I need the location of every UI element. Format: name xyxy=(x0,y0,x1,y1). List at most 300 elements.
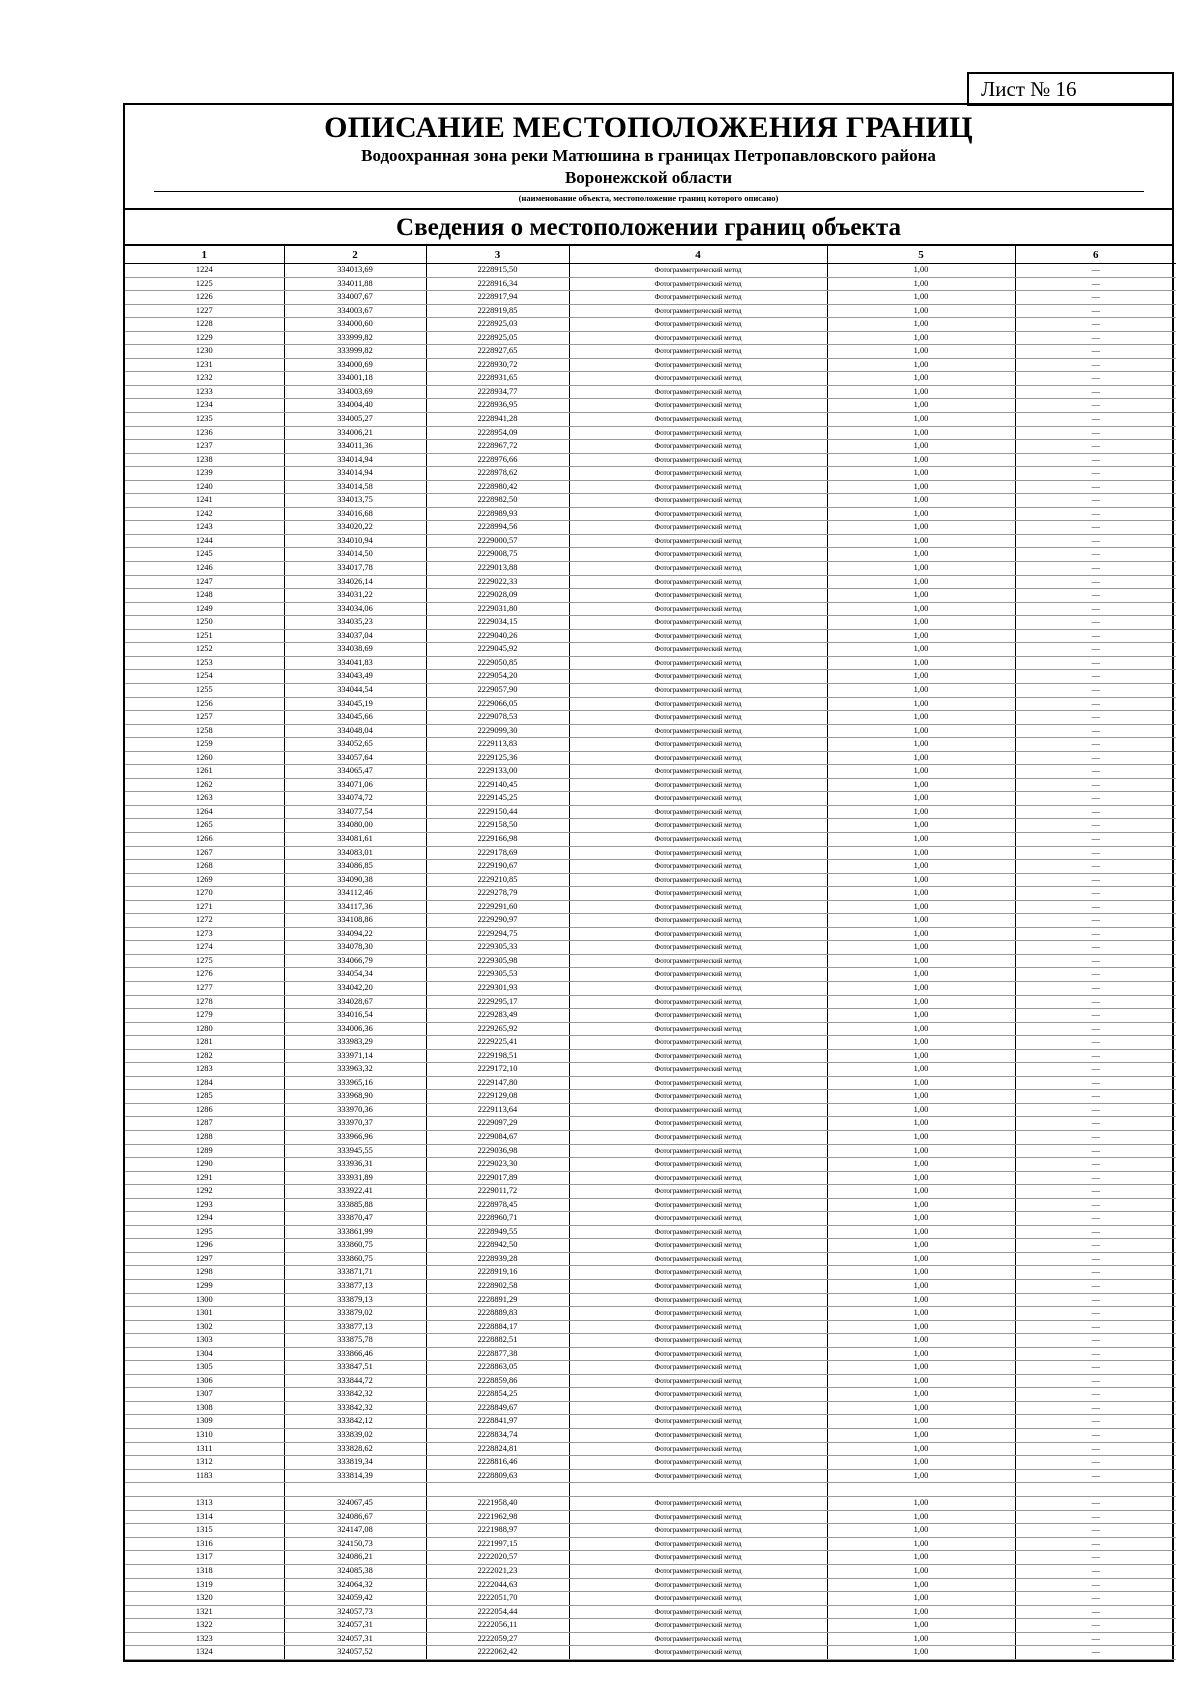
coordinate-y-cell: 2228841,97 xyxy=(426,1415,569,1429)
point-number-cell: 1308 xyxy=(125,1401,284,1415)
form-header xyxy=(125,105,1172,210)
description-cell: — xyxy=(1015,562,1176,576)
method-cell: Фотограмметрический метод xyxy=(569,413,827,427)
coordinate-x-cell: 333970,37 xyxy=(284,1117,426,1131)
table-row xyxy=(125,521,1176,535)
point-number-cell: 1312 xyxy=(125,1456,284,1470)
description-cell: — xyxy=(1015,1103,1176,1117)
coordinate-x-cell: 334117,36 xyxy=(284,900,426,914)
point-number-cell: 1249 xyxy=(125,602,284,616)
method-cell: Фотограмметрический метод xyxy=(569,1158,827,1172)
precision-cell: 1,00 xyxy=(827,860,1015,874)
description-cell: — xyxy=(1015,1225,1176,1239)
table-row xyxy=(125,331,1176,345)
point-number-cell: 1324 xyxy=(125,1646,284,1660)
coordinate-y-cell: 2229011,72 xyxy=(426,1185,569,1199)
point-number-cell: 1313 xyxy=(125,1497,284,1511)
description-cell: — xyxy=(1015,1280,1176,1294)
coordinate-x-cell: 333875,78 xyxy=(284,1334,426,1348)
description-cell: — xyxy=(1015,1320,1176,1334)
point-number-cell: 1258 xyxy=(125,724,284,738)
table-row xyxy=(125,1252,1176,1266)
method-cell: Фотограмметрический метод xyxy=(569,589,827,603)
method-cell: Фотограмметрический метод xyxy=(569,616,827,630)
point-number-cell: 1255 xyxy=(125,683,284,697)
precision-cell: 1,00 xyxy=(827,1185,1015,1199)
table-row xyxy=(125,589,1176,603)
precision-cell: 1,00 xyxy=(827,846,1015,860)
coordinate-y-cell: 2229028,09 xyxy=(426,589,569,603)
table-row xyxy=(125,1619,1176,1633)
precision-cell: 1,00 xyxy=(827,711,1015,725)
description-cell: — xyxy=(1015,954,1176,968)
table-row xyxy=(125,304,1176,318)
coordinate-x-cell: 333983,29 xyxy=(284,1036,426,1050)
description-cell: — xyxy=(1015,1415,1176,1429)
coordinate-x-cell: 334038,69 xyxy=(284,643,426,657)
coordinate-x-cell: 334001,18 xyxy=(284,372,426,386)
table-row xyxy=(125,1374,1176,1388)
precision-cell: 1,00 xyxy=(827,941,1015,955)
precision-cell: 1,00 xyxy=(827,494,1015,508)
description-cell: — xyxy=(1015,616,1176,630)
method-cell: Фотограмметрический метод xyxy=(569,1646,827,1660)
point-number-cell: 1232 xyxy=(125,372,284,386)
coordinate-x-cell: 334078,30 xyxy=(284,941,426,955)
description-cell: — xyxy=(1015,629,1176,643)
coordinate-x-cell: 333999,82 xyxy=(284,331,426,345)
description-cell: — xyxy=(1015,358,1176,372)
precision-cell: 1,00 xyxy=(827,1429,1015,1443)
point-number-cell: 1224 xyxy=(125,264,284,278)
coordinate-x-cell: 333839,02 xyxy=(284,1429,426,1443)
point-number-cell: 1272 xyxy=(125,914,284,928)
coordinate-y-cell: 2229031,80 xyxy=(426,602,569,616)
coordinate-y-cell: 2228816,46 xyxy=(426,1456,569,1470)
table-header-row xyxy=(125,246,1176,264)
coordinate-y-cell: 2228939,28 xyxy=(426,1252,569,1266)
coordinate-y-cell: 2228919,16 xyxy=(426,1266,569,1280)
coordinate-y-cell: 2228931,65 xyxy=(426,372,569,386)
method-cell: Фотограмметрический метод xyxy=(569,467,827,481)
table-row xyxy=(125,1266,1176,1280)
coordinate-x-cell: 333828,62 xyxy=(284,1442,426,1456)
coordinate-x-cell: 334011,36 xyxy=(284,440,426,454)
table-row xyxy=(125,805,1176,819)
coordinate-y-cell: 2228941,28 xyxy=(426,413,569,427)
coordinate-y-cell: 2229008,75 xyxy=(426,548,569,562)
coordinate-y-cell: 2229099,30 xyxy=(426,724,569,738)
point-number-cell: 1295 xyxy=(125,1225,284,1239)
method-cell: Фотограмметрический метод xyxy=(569,1564,827,1578)
point-number-cell: 1311 xyxy=(125,1442,284,1456)
coordinate-x-cell: 333866,46 xyxy=(284,1347,426,1361)
table-row xyxy=(125,1158,1176,1172)
table-row xyxy=(125,900,1176,914)
precision-cell: 1,00 xyxy=(827,345,1015,359)
table-row xyxy=(125,413,1176,427)
coordinate-y-cell: 2229140,45 xyxy=(426,778,569,792)
description-cell: — xyxy=(1015,589,1176,603)
precision-cell: 1,00 xyxy=(827,562,1015,576)
coordinate-x-cell: 334007,67 xyxy=(284,291,426,305)
table-row xyxy=(125,656,1176,670)
method-cell: Фотограмметрический метод xyxy=(569,832,827,846)
table-row xyxy=(125,1049,1176,1063)
table-row xyxy=(125,629,1176,643)
point-number-cell: 1227 xyxy=(125,304,284,318)
description-cell: — xyxy=(1015,1090,1176,1104)
description-cell: — xyxy=(1015,1239,1176,1253)
coordinate-x-cell: 333871,71 xyxy=(284,1266,426,1280)
table-row xyxy=(125,1469,1176,1483)
description-cell: — xyxy=(1015,277,1176,291)
coordinate-x-cell: 334045,19 xyxy=(284,697,426,711)
description-cell: — xyxy=(1015,981,1176,995)
method-cell: Фотограмметрический метод xyxy=(569,629,827,643)
method-cell: Фотограмметрический метод xyxy=(569,1266,827,1280)
method-cell: Фотограмметрический метод xyxy=(569,846,827,860)
method-cell: Фотограмметрический метод xyxy=(569,1605,827,1619)
method-cell: Фотограмметрический метод xyxy=(569,1212,827,1226)
coordinate-y-cell: 2221997,15 xyxy=(426,1537,569,1551)
precision-cell: 1,00 xyxy=(827,1252,1015,1266)
point-number-cell: 1306 xyxy=(125,1374,284,1388)
coordinate-y-cell: 2229133,00 xyxy=(426,765,569,779)
method-cell: Фотограмметрический метод xyxy=(569,1076,827,1090)
precision-cell: 1,00 xyxy=(827,792,1015,806)
coordinate-x-cell: 334004,40 xyxy=(284,399,426,413)
coordinate-x-cell: 324086,67 xyxy=(284,1510,426,1524)
point-number-cell: 1252 xyxy=(125,643,284,657)
method-cell: Фотограмметрический метод xyxy=(569,724,827,738)
coordinate-y-cell: 2229150,44 xyxy=(426,805,569,819)
precision-cell: 1,00 xyxy=(827,1320,1015,1334)
method-cell: Фотограмметрический метод xyxy=(569,1632,827,1646)
coordinate-x-cell: 333968,90 xyxy=(284,1090,426,1104)
precision-cell: 1,00 xyxy=(827,385,1015,399)
coordinate-y-cell: 2221958,40 xyxy=(426,1497,569,1511)
point-number-cell: 1321 xyxy=(125,1605,284,1619)
description-cell: — xyxy=(1015,440,1176,454)
coordinate-x-cell: 324147,08 xyxy=(284,1524,426,1538)
description-cell: — xyxy=(1015,1524,1176,1538)
coordinate-x-cell: 334057,64 xyxy=(284,751,426,765)
point-number-cell: 1299 xyxy=(125,1280,284,1294)
table-row xyxy=(125,1632,1176,1646)
table-row xyxy=(125,1442,1176,1456)
coordinate-x-cell: 333861,99 xyxy=(284,1225,426,1239)
precision-cell: 1,00 xyxy=(827,1198,1015,1212)
precision-cell: 1,00 xyxy=(827,1131,1015,1145)
coordinate-x-cell: 334031,22 xyxy=(284,589,426,603)
precision-cell: 1,00 xyxy=(827,1510,1015,1524)
point-number-cell: 1231 xyxy=(125,358,284,372)
method-cell: Фотограмметрический метод xyxy=(569,1144,827,1158)
coordinate-x-cell: 334090,38 xyxy=(284,873,426,887)
point-number-cell: 1273 xyxy=(125,927,284,941)
table-row xyxy=(125,616,1176,630)
point-number-cell: 1251 xyxy=(125,629,284,643)
point-number-cell: 1274 xyxy=(125,941,284,955)
table-row xyxy=(125,1036,1176,1050)
coordinate-x-cell: 334006,36 xyxy=(284,1022,426,1036)
description-cell: — xyxy=(1015,832,1176,846)
point-number-cell: 1244 xyxy=(125,534,284,548)
coordinate-y-cell: 2229097,29 xyxy=(426,1117,569,1131)
method-cell: Фотограмметрический метод xyxy=(569,738,827,752)
precision-cell: 1,00 xyxy=(827,1022,1015,1036)
description-cell: — xyxy=(1015,738,1176,752)
table-row xyxy=(125,1103,1176,1117)
coordinate-x-cell: 324086,21 xyxy=(284,1551,426,1565)
precision-cell: 1,00 xyxy=(827,1564,1015,1578)
precision-cell: 1,00 xyxy=(827,1117,1015,1131)
coordinate-x-cell: 333842,12 xyxy=(284,1415,426,1429)
coordinate-y-cell: 2228976,66 xyxy=(426,453,569,467)
method-cell: Фотограмметрический метод xyxy=(569,751,827,765)
coordinate-x-cell: 334035,23 xyxy=(284,616,426,630)
point-number-cell: 1302 xyxy=(125,1320,284,1334)
description-cell: — xyxy=(1015,1456,1176,1470)
method-cell: Фотограмметрический метод xyxy=(569,1334,827,1348)
method-cell: Фотограмметрический метод xyxy=(569,358,827,372)
precision-cell: 1,00 xyxy=(827,643,1015,657)
coordinate-x-cell: 333966,96 xyxy=(284,1131,426,1145)
description-cell: — xyxy=(1015,1252,1176,1266)
coordinate-y-cell: 2228978,62 xyxy=(426,467,569,481)
description-cell: — xyxy=(1015,548,1176,562)
point-number-cell: 1235 xyxy=(125,413,284,427)
description-cell: — xyxy=(1015,1307,1176,1321)
description-cell: — xyxy=(1015,1076,1176,1090)
coordinate-y-cell: 2229190,67 xyxy=(426,860,569,874)
precision-cell: 1,00 xyxy=(827,1171,1015,1185)
table-row xyxy=(125,1307,1176,1321)
coordinate-y-cell: 2229034,15 xyxy=(426,616,569,630)
coordinate-y-cell: 2229040,26 xyxy=(426,629,569,643)
column-header: 6 xyxy=(1015,246,1176,264)
coordinate-x-cell: 333963,32 xyxy=(284,1063,426,1077)
method-cell: Фотограмметрический метод xyxy=(569,1347,827,1361)
coordinate-y-cell: 2228967,72 xyxy=(426,440,569,454)
coordinate-x-cell: 334010,94 xyxy=(284,534,426,548)
coordinate-y-cell: 2228854,25 xyxy=(426,1388,569,1402)
table-row xyxy=(125,1605,1176,1619)
description-cell: — xyxy=(1015,697,1176,711)
coordinate-y-cell: 2229291,60 xyxy=(426,900,569,914)
coordinate-x-cell: 324150,73 xyxy=(284,1537,426,1551)
coordinate-x-cell: 324067,45 xyxy=(284,1497,426,1511)
method-cell: Фотограмметрический метод xyxy=(569,995,827,1009)
point-number-cell: 1226 xyxy=(125,291,284,305)
method-cell: Фотограмметрический метод xyxy=(569,1537,827,1551)
table-row xyxy=(125,1415,1176,1429)
precision-cell: 1,00 xyxy=(827,426,1015,440)
point-number-cell: 1264 xyxy=(125,805,284,819)
table-row xyxy=(125,968,1176,982)
table-row xyxy=(125,1347,1176,1361)
point-number-cell: 1322 xyxy=(125,1619,284,1633)
coordinate-x-cell: 333885,88 xyxy=(284,1198,426,1212)
precision-cell: 1,00 xyxy=(827,440,1015,454)
coordinate-x-cell: 334086,85 xyxy=(284,860,426,874)
precision-cell: 1,00 xyxy=(827,900,1015,914)
description-cell: — xyxy=(1015,494,1176,508)
point-number-cell: 1241 xyxy=(125,494,284,508)
coordinate-x-cell: 324057,52 xyxy=(284,1646,426,1660)
precision-cell: 1,00 xyxy=(827,480,1015,494)
coordinate-y-cell: 2229305,33 xyxy=(426,941,569,955)
coordinate-x-cell: 334048,04 xyxy=(284,724,426,738)
description-cell: — xyxy=(1015,1117,1176,1131)
description-cell: — xyxy=(1015,575,1176,589)
point-number-cell: 1228 xyxy=(125,318,284,332)
method-cell: Фотограмметрический метод xyxy=(569,521,827,535)
description-cell: — xyxy=(1015,941,1176,955)
precision-cell: 1,00 xyxy=(827,697,1015,711)
coordinate-x-cell: 334011,88 xyxy=(284,277,426,291)
coordinate-y-cell: 2229013,88 xyxy=(426,562,569,576)
coordinate-x-cell: 333844,72 xyxy=(284,1374,426,1388)
table-row xyxy=(125,1117,1176,1131)
description-cell: — xyxy=(1015,914,1176,928)
precision-cell: 1,00 xyxy=(827,954,1015,968)
point-number-cell: 1318 xyxy=(125,1564,284,1578)
table-row xyxy=(125,1592,1176,1606)
point-number-cell: 1256 xyxy=(125,697,284,711)
description-cell: — xyxy=(1015,1619,1176,1633)
precision-cell: 1,00 xyxy=(827,981,1015,995)
table-row xyxy=(125,453,1176,467)
table-row xyxy=(125,643,1176,657)
table-row xyxy=(125,318,1176,332)
point-number-cell: 1259 xyxy=(125,738,284,752)
description-cell: — xyxy=(1015,683,1176,697)
precision-cell: 1,00 xyxy=(827,778,1015,792)
table-row xyxy=(125,724,1176,738)
precision-cell: 1,00 xyxy=(827,534,1015,548)
precision-cell: 1,00 xyxy=(827,1063,1015,1077)
coordinate-x-cell: 333922,41 xyxy=(284,1185,426,1199)
point-number-cell: 1230 xyxy=(125,345,284,359)
method-cell: Фотограмметрический метод xyxy=(569,1063,827,1077)
precision-cell: 1,00 xyxy=(827,467,1015,481)
table-row xyxy=(125,1225,1176,1239)
table-row xyxy=(125,1429,1176,1443)
precision-cell: 1,00 xyxy=(827,670,1015,684)
coordinate-y-cell: 2221988,97 xyxy=(426,1524,569,1538)
precision-cell: 1,00 xyxy=(827,1632,1015,1646)
point-number-cell: 1283 xyxy=(125,1063,284,1077)
coordinate-x-cell: 333879,02 xyxy=(284,1307,426,1321)
coordinate-x-cell: 334041,83 xyxy=(284,656,426,670)
precision-cell: 1,00 xyxy=(827,1551,1015,1565)
empty-cell xyxy=(1015,1483,1176,1497)
description-cell: — xyxy=(1015,1063,1176,1077)
coordinate-y-cell: 2228954,09 xyxy=(426,426,569,440)
method-cell: Фотограмметрический метод xyxy=(569,1225,827,1239)
precision-cell: 1,00 xyxy=(827,832,1015,846)
coordinate-x-cell: 334045,66 xyxy=(284,711,426,725)
point-number-cell: 1300 xyxy=(125,1293,284,1307)
point-number-cell: 1293 xyxy=(125,1198,284,1212)
description-cell: — xyxy=(1015,1551,1176,1565)
table-row xyxy=(125,1293,1176,1307)
table-row xyxy=(125,1361,1176,1375)
coordinate-x-cell: 334083,01 xyxy=(284,846,426,860)
description-cell: — xyxy=(1015,534,1176,548)
coordinate-y-cell: 2228960,71 xyxy=(426,1212,569,1226)
table-row xyxy=(125,575,1176,589)
precision-cell: 1,00 xyxy=(827,1090,1015,1104)
precision-cell: 1,00 xyxy=(827,995,1015,1009)
method-cell: Фотограмметрический метод xyxy=(569,765,827,779)
description-cell: — xyxy=(1015,887,1176,901)
table-row xyxy=(125,1551,1176,1565)
method-cell: Фотограмметрический метод xyxy=(569,1171,827,1185)
point-number-cell: 1276 xyxy=(125,968,284,982)
group-separator-row xyxy=(125,1483,1176,1497)
precision-cell: 1,00 xyxy=(827,358,1015,372)
coordinate-y-cell: 2228942,50 xyxy=(426,1239,569,1253)
method-cell: Фотограмметрический метод xyxy=(569,670,827,684)
precision-cell: 1,00 xyxy=(827,413,1015,427)
coordinate-y-cell: 2229290,97 xyxy=(426,914,569,928)
coordinate-y-cell: 2228930,72 xyxy=(426,358,569,372)
coordinate-x-cell: 334014,94 xyxy=(284,453,426,467)
coordinate-x-cell: 334034,06 xyxy=(284,602,426,616)
coordinate-x-cell: 334016,68 xyxy=(284,507,426,521)
description-cell: — xyxy=(1015,792,1176,806)
description-cell: — xyxy=(1015,413,1176,427)
point-number-cell: 1243 xyxy=(125,521,284,535)
method-cell: Фотограмметрический метод xyxy=(569,927,827,941)
method-cell: Фотограмметрический метод xyxy=(569,1510,827,1524)
precision-cell: 1,00 xyxy=(827,304,1015,318)
precision-cell: 1,00 xyxy=(827,1076,1015,1090)
coordinate-y-cell: 2229210,85 xyxy=(426,873,569,887)
method-cell: Фотограмметрический метод xyxy=(569,1185,827,1199)
description-cell: — xyxy=(1015,331,1176,345)
coordinate-y-cell: 2229295,17 xyxy=(426,995,569,1009)
table-row xyxy=(125,1212,1176,1226)
table-row xyxy=(125,873,1176,887)
precision-cell: 1,00 xyxy=(827,1374,1015,1388)
method-cell: Фотограмметрический метод xyxy=(569,819,827,833)
coordinate-x-cell: 333819,34 xyxy=(284,1456,426,1470)
method-cell: Фотограмметрический метод xyxy=(569,1429,827,1443)
description-cell: — xyxy=(1015,995,1176,1009)
precision-cell: 1,00 xyxy=(827,1225,1015,1239)
coordinate-y-cell: 2229172,10 xyxy=(426,1063,569,1077)
method-cell: Фотограмметрический метод xyxy=(569,534,827,548)
table-row xyxy=(125,1144,1176,1158)
table-row xyxy=(125,670,1176,684)
coordinate-y-cell: 2229084,67 xyxy=(426,1131,569,1145)
table-row xyxy=(125,494,1176,508)
coordinate-x-cell: 334052,65 xyxy=(284,738,426,752)
point-number-cell: 1271 xyxy=(125,900,284,914)
point-number-cell: 1234 xyxy=(125,399,284,413)
table-row xyxy=(125,1171,1176,1185)
precision-cell: 1,00 xyxy=(827,1646,1015,1660)
coordinate-y-cell: 2228809,63 xyxy=(426,1469,569,1483)
description-cell: — xyxy=(1015,765,1176,779)
coordinate-y-cell: 2229022,33 xyxy=(426,575,569,589)
precision-cell: 1,00 xyxy=(827,724,1015,738)
point-number-cell: 1229 xyxy=(125,331,284,345)
